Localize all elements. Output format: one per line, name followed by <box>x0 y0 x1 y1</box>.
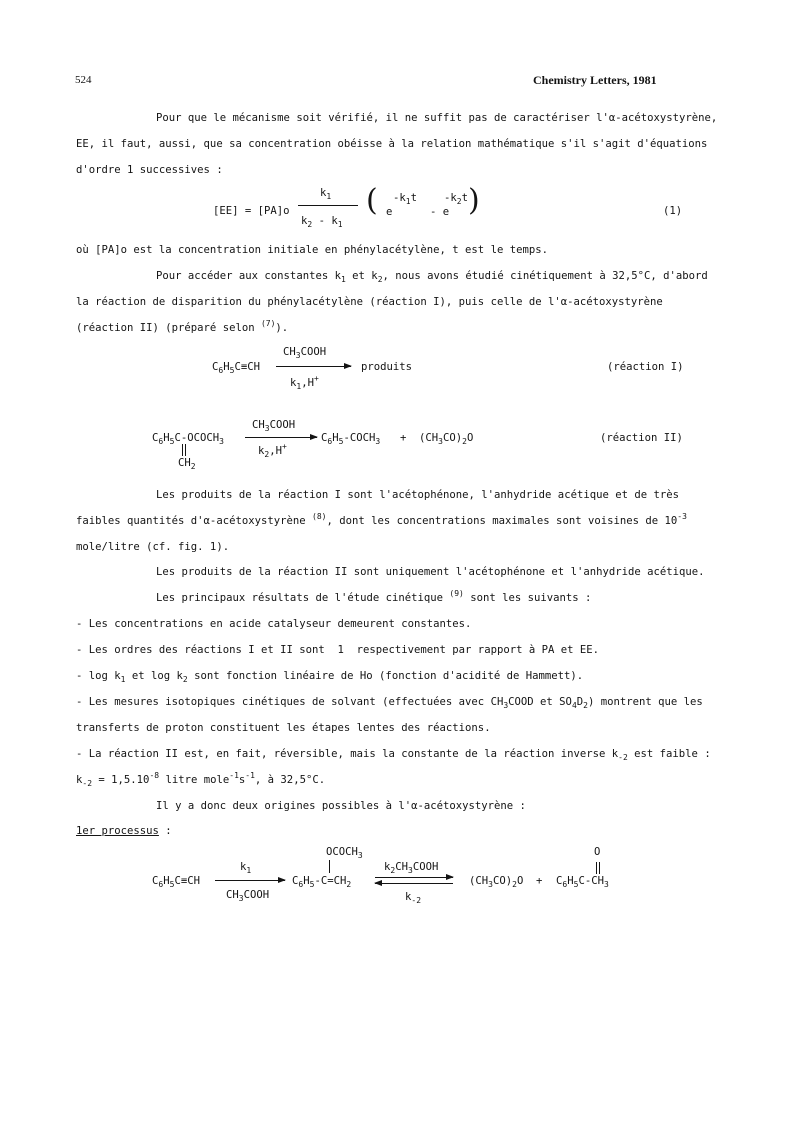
reaction3-reactant: $C_6H_5C\equiv CH$ <box>152 875 200 889</box>
eq1-exp1-power: $-k_1t$ <box>393 192 417 206</box>
reaction3-arrow1-rate: $k_1$ <box>240 861 252 875</box>
para4-line1: Les produits de la réaction I sont l'acétophénone, l'anhydride acétique et de très <box>156 489 679 501</box>
reaction2-double-bond-b <box>185 444 186 456</box>
bullet-4-line1: - Les mesures isotopiques cinétiques de solvant (effectuées avec $CH_3COOD$ et $SO_4D_2$) montrent que les <box>76 696 703 710</box>
reaction3-double-bond-a <box>596 862 597 874</box>
bullet-3: - $\log k_1$ et $\log k_2$ sont fonction linéaire de Ho (fonction d'acidité de Hammett). <box>76 670 584 684</box>
bullet-1: - Les concentrations en acide catalyseur demeurent constantes. <box>76 618 472 630</box>
reaction3-arrow1 <box>215 880 285 881</box>
reaction2-reactant: $C_6H_5C-OCOCH_3$ <box>152 432 224 446</box>
para3-line1: Pour accéder aux constantes $k_1$ et $k_2$, nous avons étudié cinétiquement à 32,5°C, d'abord <box>156 270 708 284</box>
reaction3-reverse-arrow <box>375 883 453 884</box>
reaction3-double-bond-b <box>599 862 600 874</box>
reaction3-forward-arrow <box>375 877 453 878</box>
eq1-left-paren: ( <box>366 183 378 218</box>
para2-line1: où [PA]o est la concentration initiale en phénylacétylène, t est le temps. <box>76 244 548 256</box>
reaction3-product1: $(CH_3CO)_2O$ <box>469 875 524 889</box>
para1-line2: EE, il faut, aussi, que sa concentration obéisse à la relation mathématique s'il s'agit d'équations <box>76 138 708 150</box>
reaction2-product1: $C_6H_5-COCH_3$ <box>321 432 381 446</box>
reaction2-plus: + <box>400 432 407 444</box>
section-title: 1er processus : <box>76 825 172 837</box>
reaction2-ch2: $CH_2$ <box>178 457 196 471</box>
reaction3-intermediate: $C_6H_5-C=CH_2$ <box>292 875 352 889</box>
reaction3-product2: $C_6H_5C-CH_3$ <box>556 875 609 889</box>
para4-line3: mole/litre (cf. fig. 1). <box>76 541 230 553</box>
reaction3-arrow1-solvent: $CH_3COOH$ <box>226 889 270 903</box>
eq1-fraction-bar <box>298 205 358 206</box>
bullet-2: - Les ordres des réactions I et II sont 1 respectivement par rapport à PA et EE. <box>76 644 599 656</box>
para1-line1: Pour que le mécanisme soit vérifié, il ne suffit pas de caractériser l'α-acétoxystyrène, <box>156 112 718 124</box>
bullet-4-line2: transferts de proton constituent les étapes lentes des réactions. <box>76 722 491 734</box>
reaction1-rate: $k_1,H^+$ <box>290 374 319 391</box>
bullet-5-line1: - La réaction II est, en fait, réversible, mais la constante de la réaction inverse $k_{-2}$ est faible : <box>76 748 711 762</box>
eq1-numerator: $k_1$ <box>320 187 332 201</box>
para4-line2: faibles quantités d'α-acétoxystyrène $^{(8)}$, dont les concentrations maximales sont voisines de $10^{-3}$ <box>76 512 687 527</box>
reaction3-ococh3: $OCOCH_3$ <box>326 846 363 860</box>
reaction2-label: (réaction II) <box>600 432 683 444</box>
eq1-exp2-power: $-k_2t$ <box>444 192 468 206</box>
eq1-denominator: $k_2 - k_1$ <box>301 215 343 229</box>
eq1-number: (1) <box>663 205 683 217</box>
para6-line1: Les principaux résultats de l'étude cinétique $^{(9)}$ sont les suivants : <box>156 589 592 604</box>
reaction3-single-bond <box>329 860 330 873</box>
para3-line2: la réaction de disparition du phénylacétylène (réaction I), puis celle de l'α-acétoxystyrène <box>76 296 663 308</box>
reaction3-forward-rate: $k_2CH_3COOH$ <box>384 861 439 875</box>
reaction2-arrow <box>245 437 317 438</box>
reaction1-product: produits <box>361 361 413 373</box>
reaction1-catalyst: $CH_3COOH$ <box>283 346 327 360</box>
eq1-exp1: e <box>386 206 393 218</box>
reaction3-carbonyl-o: O <box>594 846 601 858</box>
reaction1-label: (réaction I) <box>607 361 684 373</box>
reaction3-reverse-rate: $k_{-2}$ <box>405 891 422 905</box>
reaction2-rate: $k_2,H^+$ <box>258 442 287 459</box>
eq1-right-paren: ) <box>468 183 480 218</box>
bullet-5-line2: $k_{-2} = 1,5.10^{-8}$ litre $mole^{-1}s^{-1}$, à 32,5°C. <box>76 771 326 788</box>
page-number: 524 <box>75 74 92 86</box>
reaction1-arrow <box>276 366 351 367</box>
para1-line3: d'ordre 1 successives : <box>76 164 223 176</box>
para5-line1: Les produits de la réaction II sont uniquement l'acétophénone et l'anhydride acétique. <box>156 566 705 578</box>
para3-line3: (réaction II) (préparé selon $^{(7)}$). <box>76 319 289 334</box>
reaction1-reactant: $C_6H_5C\equiv CH$ <box>212 361 260 375</box>
reaction2-catalyst: $CH_3COOH$ <box>252 419 296 433</box>
para7-line1: Il y a donc deux origines possibles à l'α-acétoxystyrène : <box>156 800 526 812</box>
journal-header: Chemistry Letters, 1981 <box>533 73 657 87</box>
reaction2-double-bond-a <box>182 444 183 456</box>
reaction3-plus: + <box>536 875 543 887</box>
reaction2-product2: $(CH_3CO)_2O$ <box>419 432 474 446</box>
eq1-minus-e: - e <box>430 206 450 218</box>
eq1-lhs: [EE] = [PA]o <box>213 205 290 217</box>
